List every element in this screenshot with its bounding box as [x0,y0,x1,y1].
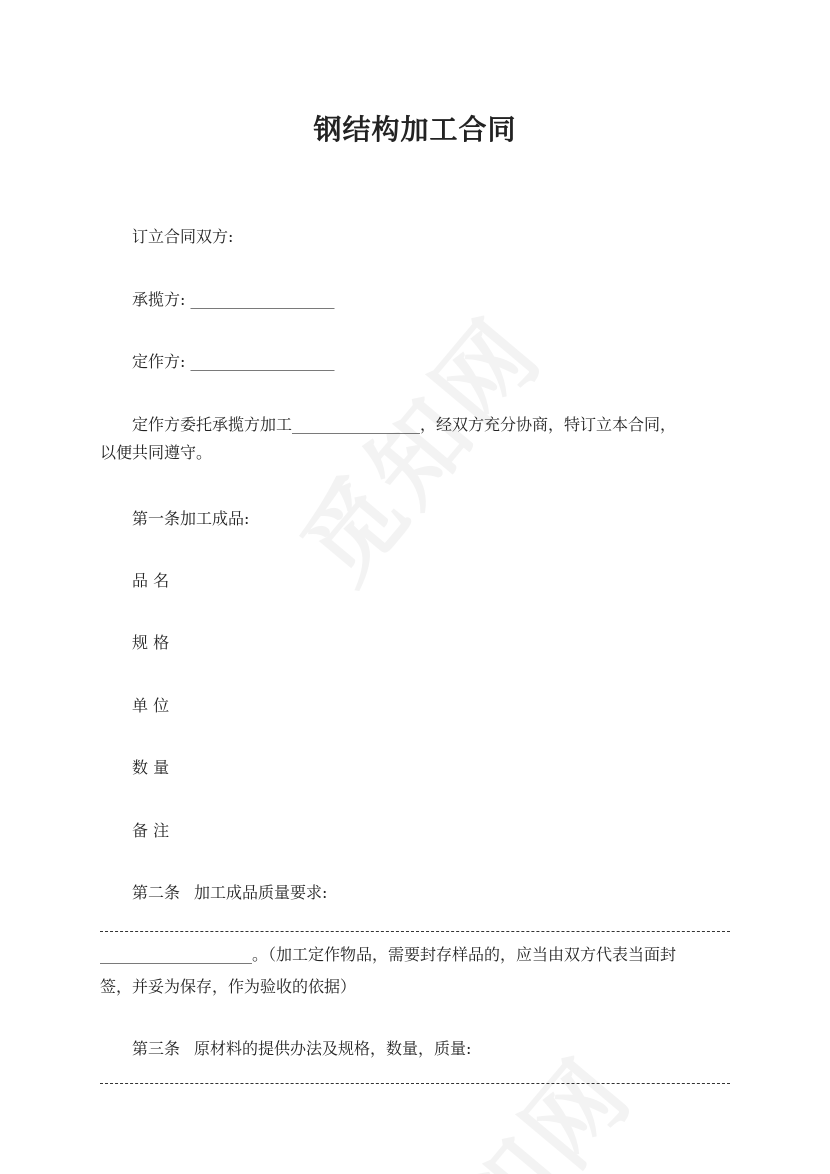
article3-label: 第三条 [132,1039,181,1058]
article3-heading [132,1037,471,1061]
article3-fill-rule [100,1083,730,1084]
article1-item-spec: 规 格 [132,633,170,652]
article3-title: 原材料的提供办法及规格，数量，质量: [194,1039,472,1058]
document-title: 钢结构加工合同 [313,113,517,146]
purpose-line-2: 以便共同遵守。 [100,443,213,462]
article1-item-quantity: 数 量 [132,758,170,777]
purpose-line-1: 定作方委托承揽方加工________________，经双方充分协商，特订立本合同， [132,415,677,434]
article1-item-remarks: 备 注 [132,821,170,840]
purpose-paragraph [100,408,734,470]
article2-fill-line: ___________________。（加工定作物品，需要封存样品的，应当由双方代表当面封 [100,945,677,964]
article2-heading [132,881,327,905]
article2-label: 第二条 [132,883,181,902]
article1-item-name: 品 名 [132,571,170,590]
article1-item-unit: 单 位 [132,696,170,715]
article2-title: 加工成品质量要求: [194,883,328,902]
article2-line-2: 签，并妥为保存，作为验收的依据） [100,977,357,996]
article1-title: 第一条加工成品: [132,509,250,528]
article2-fill-rule [100,931,730,932]
client-line: 定作方: __________________ [132,352,335,371]
watermark-bottom [345,1011,655,1174]
contractor-line: 承揽方: __________________ [132,290,335,309]
intro-line: 订立合同双方: [132,227,234,246]
